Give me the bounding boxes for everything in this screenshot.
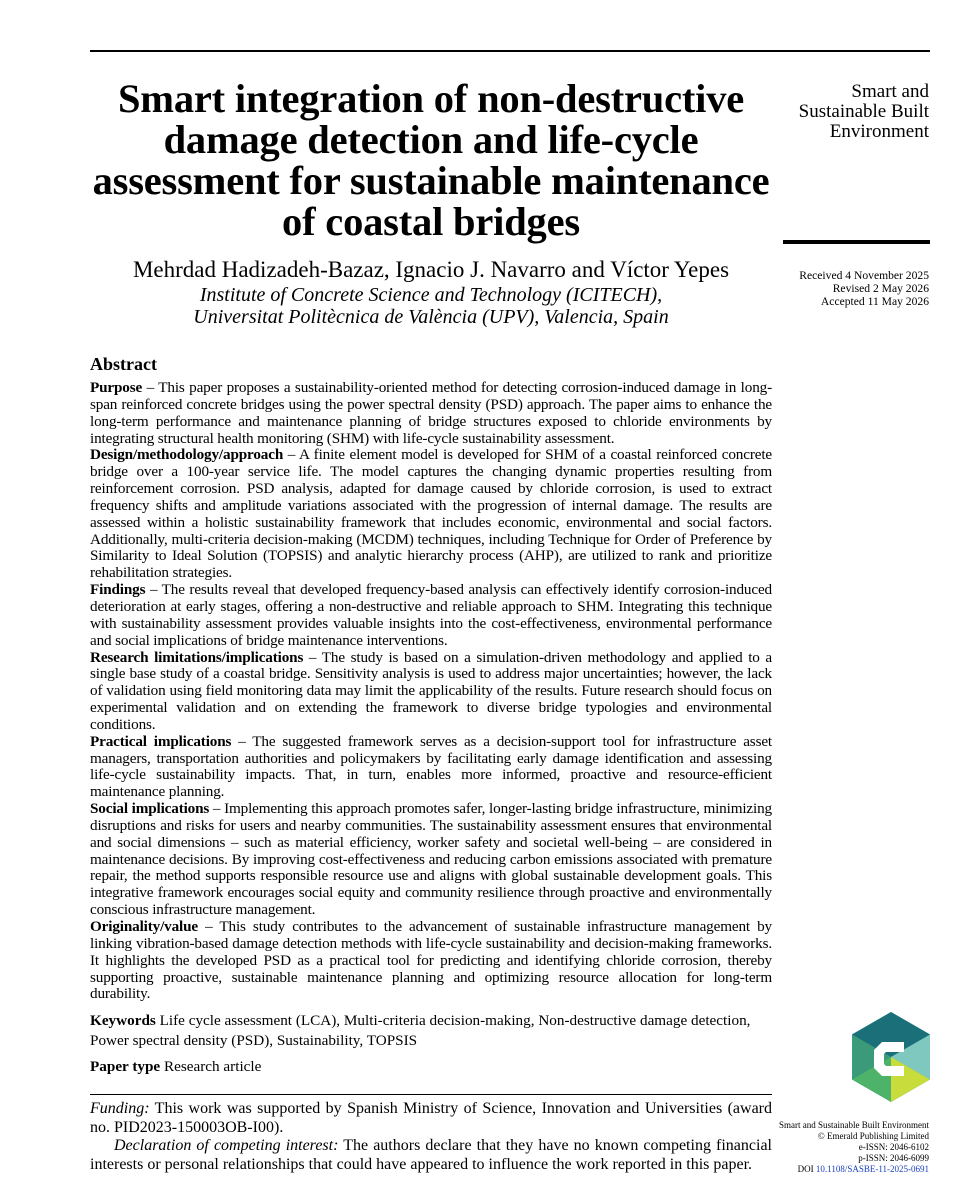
affiliation — [90, 284, 772, 328]
abstract-limitations — [90, 650, 772, 734]
journal-name-line: Environment — [829, 121, 929, 142]
journal-name-line: Sustainable Built — [798, 101, 929, 122]
abstract-design — [90, 447, 772, 582]
section-text: – A finite element model is developed for SHM of a coastal reinforced concrete bridge over a 100-year service life. The model captures the changing dynamic properties resulting from reinforcement corrosion. PSD analysis, adapted for damage caused by chloride corrosion, is used to extract frequency shifts and amplitude variations associated with the progression of internal damage. The results are assessed within a holistic sustainability framework that includes economic, environmental and social factors. Additionally, multi-criteria decision-making (MCDM) techniques, including Technique for Order of Preference by Similarity to Ideal Solution (TOPSIS) and analytic hierarchy process (AHP), are utilized to rank and prioritize rehabilitation strategies. — [90, 446, 772, 582]
section-label: Design/methodology/approach — [90, 446, 284, 464]
paper-type-label: Paper type — [90, 1058, 161, 1076]
abstract — [90, 354, 772, 1077]
abstract-heading: Abstract — [90, 354, 157, 374]
authors: Mehrdad Hadizadeh-Bazaz, Ignacio J. Navarro and Víctor Yepes — [132, 257, 730, 282]
publisher-copyright: © Emerald Publishing Limited — [817, 1131, 929, 1141]
funding-label: Funding: — [90, 1100, 150, 1117]
section-label: Originality/value — [90, 918, 198, 935]
abstract-originality — [90, 919, 772, 1003]
paper-type-text: Research article — [160, 1058, 262, 1076]
revised-date: Revised 2 May 2026 — [832, 282, 929, 295]
journal-rule — [783, 240, 930, 244]
section-text: – The results reveal that developed frequency-based analysis can effectively identify corrosion-induced deterioration at early stages, offering a non-destructive and reliable approach to SHM. Integrating this technique with sustainability assessment provides valuable insights into the cost-effectiveness, environmental performance and social implications of bridge maintenance interventions. — [90, 581, 772, 649]
paper-type — [90, 1057, 772, 1077]
footnote-rule — [90, 1094, 772, 1095]
accepted-date: Accepted 11 May 2026 — [820, 295, 929, 308]
keywords — [90, 1011, 772, 1051]
journal-name — [759, 82, 929, 142]
article-dates — [759, 269, 929, 308]
publisher-doi — [729, 1164, 929, 1175]
funding-note — [90, 1100, 772, 1137]
abstract-findings — [90, 582, 772, 649]
received-date: Received 4 November 2025 — [799, 269, 929, 282]
keywords-text: Life cycle assessment (LCA), Multi-criteria decision-making, Non-destructive damage detection, Power spectral density (PSD), Sustainability, TOPSIS — [90, 1012, 751, 1050]
section-label: Practical implications — [90, 732, 232, 750]
publisher-info — [729, 1120, 929, 1175]
top-rule — [90, 50, 930, 52]
section-text: – This paper proposes a sustainability-oriented method for detecting corrosion-induced damage in long-span reinforced concrete bridges using the power spectral density (PSD) approach. The paper aims to enhance the long-term performance and maintenance planning of bridge structures exposed to chloride environments by integrating structural health monitoring (SHM) with life-cycle sustainability assessment. — [90, 379, 772, 447]
doi-prefix: DOI — [797, 1164, 816, 1174]
section-label: Findings — [90, 581, 146, 599]
funding-text: This work was supported by Spanish Ministry of Science, Innovation and Universities (award no. PID2023-150003OB-I00). — [90, 1100, 772, 1136]
affiliation-line: Universitat Politècnica de València (UPV), Valencia, Spain — [193, 306, 669, 328]
affiliation-line: Institute of Concrete Science and Technology (ICITECH), — [199, 284, 663, 306]
keywords-label: Keywords — [90, 1012, 156, 1030]
journal-name-line: Smart and — [851, 81, 929, 102]
section-label: Research limitations/implications — [90, 648, 304, 666]
doi-link[interactable]: 10.1108/SASBE-11-2025-0691 — [815, 1164, 929, 1174]
paper-title: Smart integration of non-destructive damage detection and life-cycle assessment for sustainable maintenance of coastal bridges — [92, 76, 770, 244]
publisher-eissn: e-ISSN: 2046-6102 — [858, 1142, 929, 1152]
publisher-pissn: p-ISSN: 2046-6099 — [858, 1153, 929, 1163]
abstract-purpose — [90, 380, 772, 447]
emerald-logo-icon — [852, 1012, 930, 1102]
section-label: Purpose — [90, 379, 143, 396]
declaration-label: Declaration of competing interest: — [114, 1137, 339, 1154]
section-text: – This study contributes to the advancement of sustainable infrastructure management by linking vibration-based damage detection methods with life-cycle sustainability and decision-making frameworks. It highlights the developed PSD as a practical tool for predicting and identifying chloride corrosion, thereby supporting proactive, sustainable maintenance planning and optimizing resource allocation for long-term durability. — [90, 918, 772, 1003]
footnote — [90, 1100, 772, 1174]
section-text: – The suggested framework serves as a decision-support tool for infrastructure asset managers, transportation authorities and policymakers by facilitating early damage identification and assessing life-cycle sustainability impacts. That, in turn, enables more informed, proactive and resource-efficient maintenance planning. — [90, 732, 772, 801]
declaration-text: The authors declare that they have no known competing financial interests or personal relationships that could have appeared to influence the work reported in this paper. — [90, 1137, 773, 1173]
abstract-social — [90, 801, 772, 919]
publisher-journal: Smart and Sustainable Built Environment — [779, 1120, 929, 1130]
abstract-practical — [90, 734, 772, 801]
competing-interest-note — [90, 1137, 772, 1174]
section-label: Social implications — [90, 800, 210, 818]
section-text: – Implementing this approach promotes safer, longer-lasting bridge infrastructure, minimizing disruptions and risks for users and nearby communities. The sustainability assessment ensures that environmental and social dimensions – such as material efficiency, worker safety and societal well-being – are considered in maintenance decisions. By improving cost-effectiveness and reducing carbon emissions associated with premature repair, the method supports responsible resource use and aligns with global sustainable development goals. This integrative framework encourages social equity and community resilience through proactive and environmentally conscious infrastructure management. — [90, 800, 772, 919]
section-text: – The study is based on a simulation-driven methodology and applied to a single base study of a coastal bridge. Sensitivity analysis is used to address major uncertainties; however, the lack of validation using field monitoring data may limit the applicability of the results. Future research should focus on experimental validation and on extending the framework to diverse bridge typologies and environmental conditions. — [90, 648, 772, 733]
